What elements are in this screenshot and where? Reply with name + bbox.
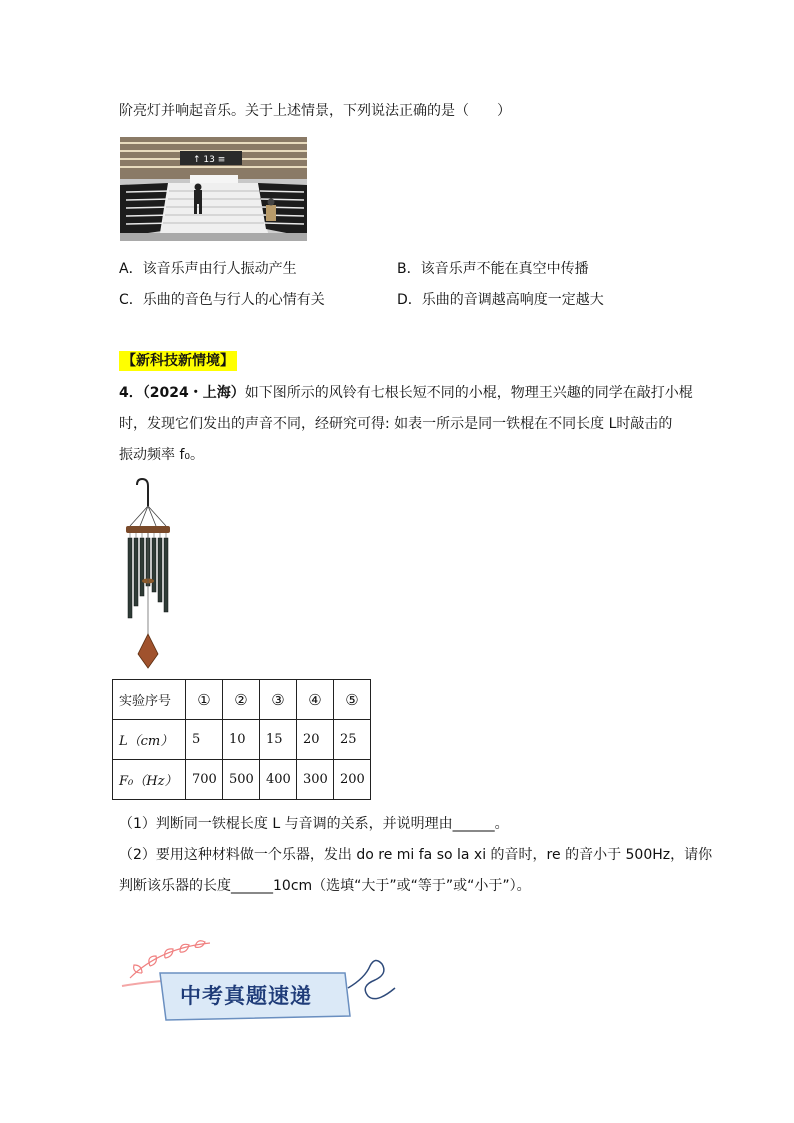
banner-title: 中考真题速递 bbox=[180, 984, 312, 1008]
table-header-cell: 实验序号 bbox=[113, 680, 186, 720]
table-cell: L（cm） bbox=[113, 720, 186, 760]
table-cell: 15 bbox=[260, 720, 297, 760]
sub-question-2-line2: 判断该乐器的长度______10cm（选填“大于”或“等于”或“小于”）。 bbox=[119, 878, 531, 894]
table-row bbox=[113, 720, 371, 760]
table-row bbox=[113, 680, 371, 720]
sub-question-1: （1）判断同一铁棍长度 L 与音调的关系，并说明理由______。 bbox=[119, 816, 509, 832]
stairs-illustration bbox=[120, 137, 307, 241]
table-cell: 700 bbox=[186, 760, 223, 800]
option-d: D．乐曲的音调越高响度一定越大 bbox=[397, 292, 604, 308]
q4-line2: 时，发现它们发出的声音不同，经研究可得: 如表一所示是同一铁棍在不同长度 L时敲击的 bbox=[119, 416, 673, 432]
table-cell: 5 bbox=[186, 720, 223, 760]
table-header-cell: ② bbox=[223, 680, 260, 720]
sub-question-2-line1: （2）要用这种材料做一个乐器，发出 do re mi fa so la xi 的音时，re 的音小于 500Hz，请你 bbox=[119, 847, 713, 863]
table-cell: 20 bbox=[297, 720, 334, 760]
table-header-cell: ④ bbox=[297, 680, 334, 720]
q4-text-line1: 如下图所示的风铃有七根长短不同的小棍，物理王兴趣的同学在敲打小棍 bbox=[244, 385, 693, 401]
stairs-photo bbox=[120, 137, 307, 241]
table-cell: 400 bbox=[260, 760, 297, 800]
table-cell: 200 bbox=[334, 760, 371, 800]
question-stem-tail: 阶亮灯并响起音乐。关于上述情景，下列说法正确的是（ ） bbox=[119, 103, 511, 119]
table-cell: F₀（Hz） bbox=[113, 760, 186, 800]
wind-chime-image bbox=[118, 476, 178, 671]
q4-line1 bbox=[119, 383, 693, 403]
table-header-cell: ① bbox=[186, 680, 223, 720]
table-cell: 500 bbox=[223, 760, 260, 800]
option-a: A．该音乐声由行人振动产生 bbox=[119, 261, 297, 277]
section-banner bbox=[120, 938, 410, 1023]
table-cell: 300 bbox=[297, 760, 334, 800]
table-header-cell: ③ bbox=[260, 680, 297, 720]
sign-text: ↑ 13 ≡ bbox=[193, 155, 226, 165]
option-b: B．该音乐声不能在真空中传播 bbox=[397, 261, 589, 277]
wind-chime-icon bbox=[118, 476, 178, 671]
section-tag: 【新科技新情境】 bbox=[119, 351, 237, 371]
q4-source: （2024・上海） bbox=[142, 385, 245, 401]
squiggle-icon bbox=[348, 960, 395, 998]
q4-line3: 振动频率 f₀。 bbox=[119, 447, 204, 463]
option-c: C．乐曲的音色与行人的心情有关 bbox=[119, 292, 325, 308]
table-header-cell: ⑤ bbox=[334, 680, 371, 720]
q4-number: 4． bbox=[119, 385, 143, 401]
table-cell: 25 bbox=[334, 720, 371, 760]
table-row bbox=[113, 760, 371, 800]
table-cell: 10 bbox=[223, 720, 260, 760]
data-table bbox=[112, 679, 371, 800]
